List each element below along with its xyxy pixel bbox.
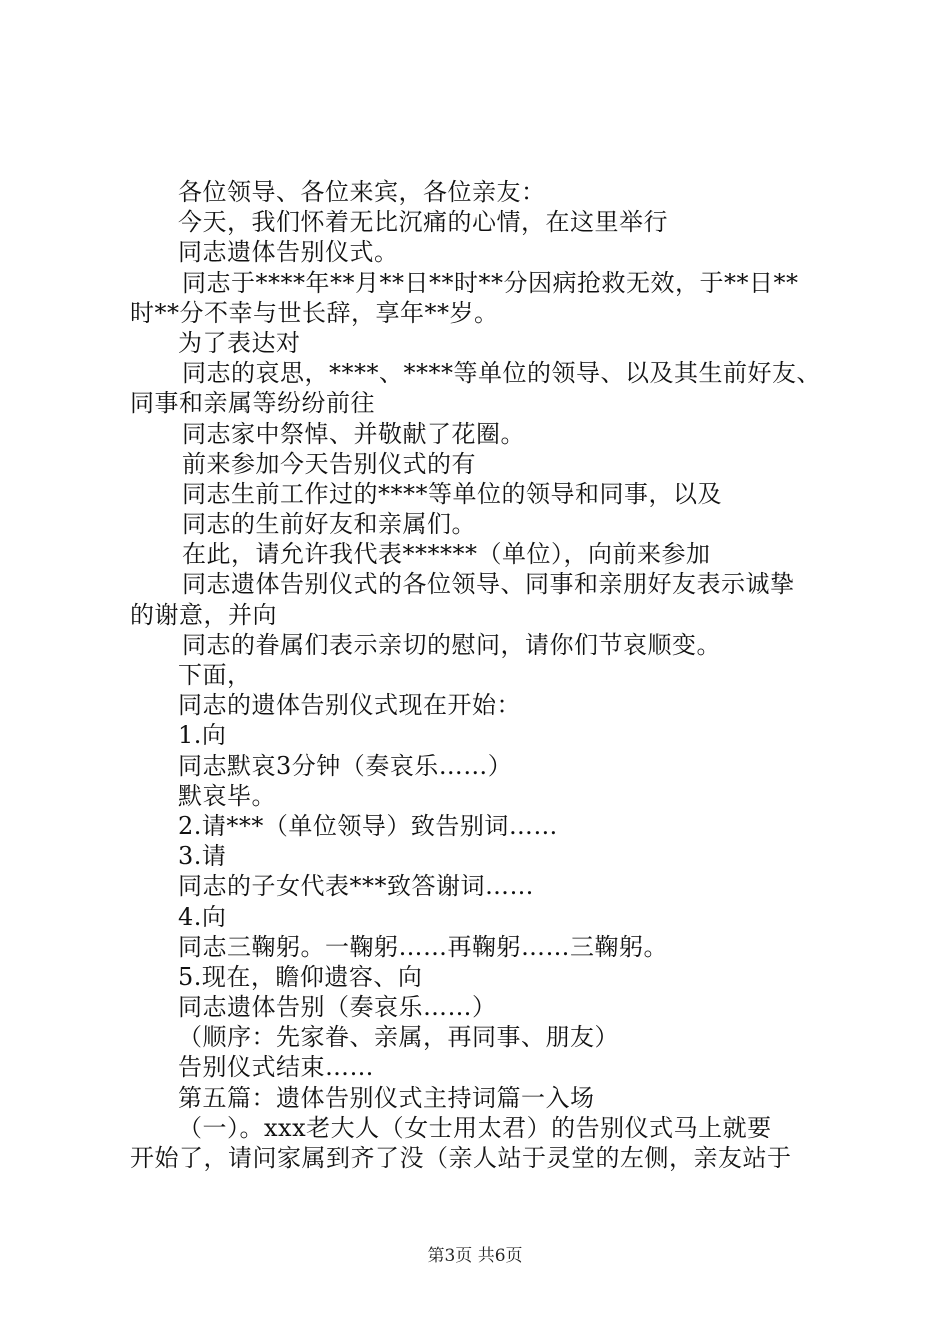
- text-line: 同志的眷属们表示亲切的慰问，请你们节哀顺变。: [182, 630, 721, 659]
- text-line: 同志的遗体告别仪式现在开始：: [178, 691, 521, 720]
- text-line: 同志生前工作过的****等单位的领导和同事，以及: [182, 479, 722, 508]
- text-line: 同志三鞠躬。一鞠躬……再鞠躬……三鞠躬。: [178, 932, 668, 961]
- text-line: 4.向: [178, 902, 227, 931]
- text-line: 3.请: [178, 842, 227, 871]
- text-line: 同志家中祭悼、并敬献了花圈。: [182, 419, 525, 448]
- text-line: 同志默哀3分钟（奏哀乐……）: [178, 751, 513, 780]
- text-line: 1.向: [178, 721, 227, 750]
- text-line: 在此，请允许我代表******（单位），向前来参加: [182, 540, 711, 569]
- text-line: （一）。xxx老大人（女士用太君）的告别仪式马上就要: [178, 1113, 772, 1142]
- text-line: （顺序：先家眷、亲属，再同事、朋友）: [178, 1023, 619, 1052]
- text-line: 开始了，请问家属到齐了没（亲人站于灵堂的左侧，亲友站于: [130, 1144, 792, 1172]
- text-line: 告别仪式结束……: [178, 1053, 374, 1082]
- text-line: 同志的子女代表***致答谢词……: [178, 872, 534, 901]
- page-number-footer: 第3页 共6页: [427, 1246, 523, 1266]
- section-heading: 第五篇：遗体告别仪式主持词篇一入场: [178, 1083, 595, 1112]
- text-line: 的谢意，并向: [130, 600, 277, 629]
- text-line: 前来参加今天告别仪式的有: [182, 449, 476, 478]
- text-line: 同志的哀思，****、****等单位的领导、以及其生前好友、: [182, 359, 821, 388]
- text-line: 各位领导、各位来宾，各位亲友：: [178, 178, 546, 206]
- text-line: 为了表达对: [178, 328, 301, 357]
- text-line: 同志于****年**月**日**时**分因病抢救无效，于**日**: [182, 268, 799, 297]
- text-line: 2.请***（单位领导）致告别词……: [178, 811, 558, 840]
- text-line: 同志遗体告别仪式。: [178, 238, 399, 267]
- text-line: 今天，我们怀着无比沉痛的心情，在这里举行: [178, 208, 668, 237]
- text-line: 时**分不幸与世长辞，享年**岁。: [130, 298, 499, 327]
- text-line: 下面，: [178, 661, 252, 689]
- text-line: 5.现在，瞻仰遗容、向: [178, 962, 423, 991]
- text-line: 同事和亲属等纷纷前往: [130, 389, 375, 418]
- document-body: [130, 177, 840, 1173]
- text-line: 同志遗体告别（奏哀乐……）: [178, 993, 497, 1022]
- text-line: 同志的生前好友和亲属们。: [182, 510, 476, 539]
- text-line: 默哀毕。: [178, 781, 276, 810]
- text-line: 同志遗体告别仪式的各位领导、同事和亲朋好友表示诚挚: [182, 570, 795, 599]
